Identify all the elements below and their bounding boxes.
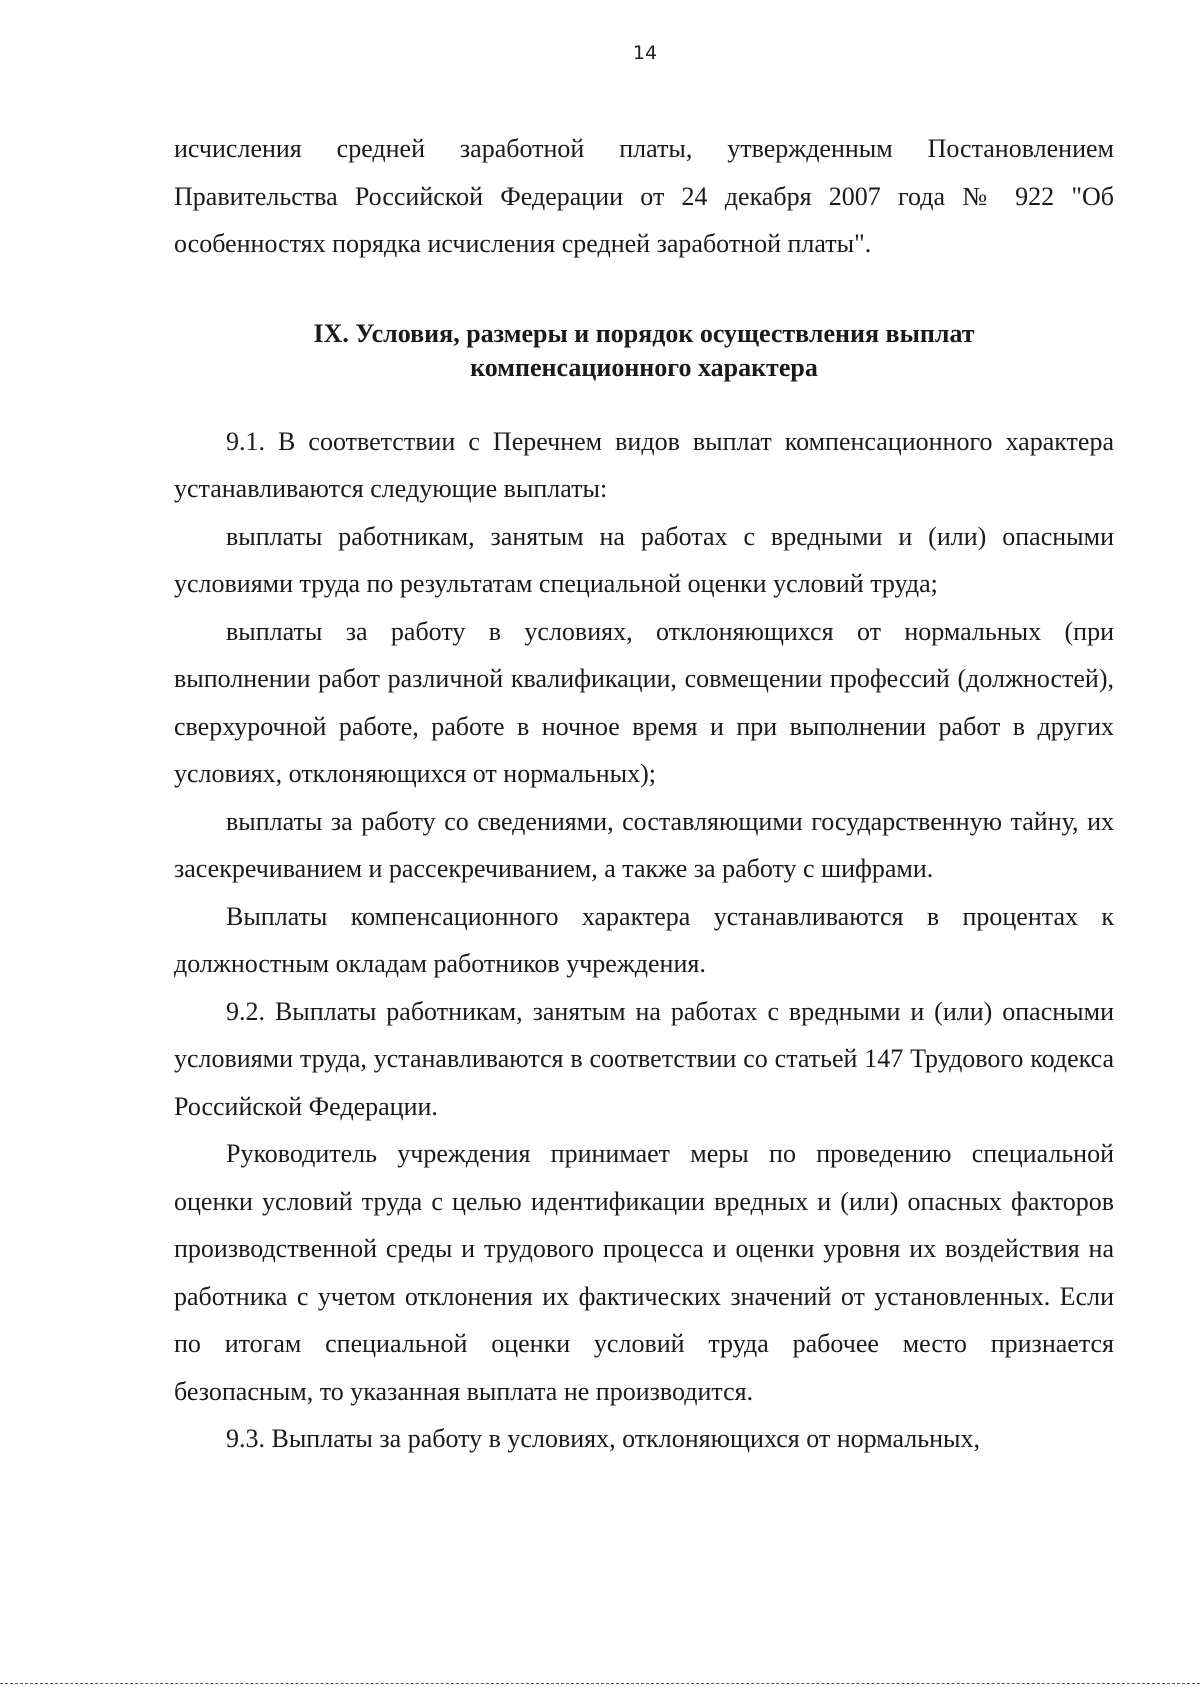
paragraph-abnormal-conditions: выплаты за работу в условиях, отклоняющихся от нормальных (при выполнении работ различной квалификации, совмещении профессий (должностей), сверхурочной работе, работе в ночное время и при выполнении работ в других условиях, отклоняющихся от нормальных); — [174, 616, 1114, 788]
paragraph-percent-salary: Выплаты компенсационного характера устанавливаются в процентах к должностным окладам работников учреждения. — [174, 901, 1114, 978]
paragraph-9-3: 9.3. Выплаты за работу в условиях, отклоняющихся от нормальных, — [226, 1424, 980, 1453]
section-heading-line-2: компенсационного характера — [470, 352, 818, 382]
page-number: 14 — [632, 42, 658, 64]
paragraph-continuation: исчисления средней заработной платы, утвержденным Постановлением Правительства Российской Федерации от 24 декабря 2007 года № 922 "Об особенностях порядка исчисления средней заработной платы". — [174, 134, 1114, 258]
paragraph-hazardous-payments: выплаты работникам, занятым на работах с вредными и (или) опасными условиями труда по результатам специальной оценки условий труда; — [174, 521, 1114, 598]
section-heading-line-1: IX. Условия, размеры и порядок осуществления выплат — [313, 318, 975, 348]
section-heading — [174, 317, 1114, 385]
paragraph-state-secret: выплаты за работу со сведениями, составляющими государственную тайну, их засекречиванием и рассекречиванием, а также за работу с шифрами. — [174, 806, 1114, 883]
paragraph-9-1: 9.1. В соответствии с Перечнем видов выплат компенсационного характера устанавливаются следующие выплаты: — [174, 426, 1114, 503]
page-bottom-rule — [0, 1683, 1200, 1684]
paragraph-9-2: 9.2. Выплаты работникам, занятым на работах с вредными и (или) опасными условиями труда, устанавливаются в соответствии со статьей 147 Трудового кодекса Российской Федерации. — [174, 996, 1114, 1121]
document-body — [174, 125, 1114, 1463]
paragraph-special-assessment: Руководитель учреждения принимает меры по проведению специальной оценки условий труда с целью идентификации вредных и (или) опасных факторов производственной среды и трудового процесса и оценки уровня их воздействия на работника с учетом отклонения их фактических значений от установленных. Если по итогам специальной оценки условий труда рабочее место признается безопасным, то указанная выплата не производится. — [174, 1139, 1114, 1406]
